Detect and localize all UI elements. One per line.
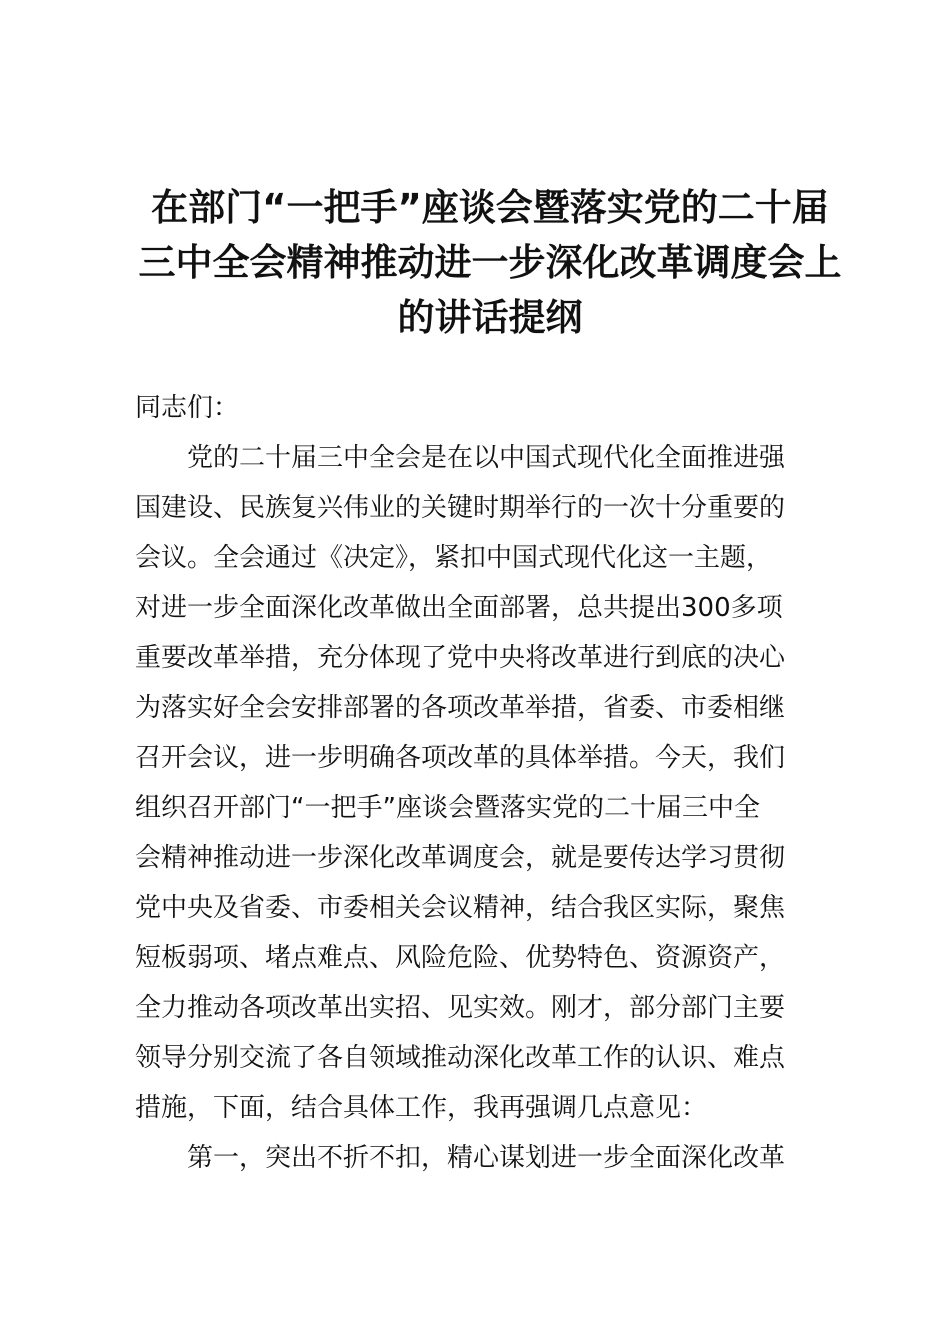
paragraph-first-point [135,1133,835,1183]
paragraph-line: 国建设、民族复兴伟业的关键时期举行的一次十分重要的 [135,493,786,523]
paragraph-intro [135,433,835,1133]
paragraph-line: 为落实好全会安排部署的各项改革举措，省委、市委相继 [135,693,786,723]
title-line: 的讲话提纲 [397,296,583,339]
paragraph-line: 措施，下面，结合具体工作，我再强调几点意见： [135,1093,708,1123]
paragraph-line: 党的二十届三中全会是在以中国式现代化全面推进强 [187,443,786,473]
document-body [135,383,835,1183]
title-line: 在部门“一把手”座谈会暨落实党的二十届 [151,186,829,229]
paragraph-line: 会议。全会通过《决定》，紧扣中国式现代化这一主题， [135,543,773,573]
paragraph-line: 召开会议，进一步明确各项改革的具体举措。今天，我们 [135,743,786,773]
paragraph-line: 组织召开部门“一把手”座谈会暨落实党的二十届三中全 [135,793,760,823]
paragraph-line: 对进一步全面深化改革做出全面部署，总共提出300多项 [135,593,783,623]
paragraph-line: 短板弱项、堵点难点、风险危险、优势特色、资源资产， [135,943,786,973]
title-line: 三中全会精神推动进一步深化改革调度会上 [138,241,842,284]
paragraph-line: 会精神推动进一步深化改革调度会，就是要传达学习贯彻 [135,843,786,873]
paragraph-line: 第一，突出不折不扣，精心谋划进一步全面深化改革 [187,1143,786,1173]
paragraph-line: 领导分别交流了各自领域推动深化改革工作的认识、难点 [135,1043,786,1073]
paragraph-line: 重要改革举措，充分体现了党中央将改革进行到底的决心 [135,643,786,673]
document-title [135,180,845,345]
paragraph-line: 全力推动各项改革出实招、见实效。刚才，部分部门主要 [135,993,786,1023]
paragraph-line: 党中央及省委、市委相关会议精神，结合我区实际，聚焦 [135,893,786,923]
salutation: 同志们： [135,393,240,423]
